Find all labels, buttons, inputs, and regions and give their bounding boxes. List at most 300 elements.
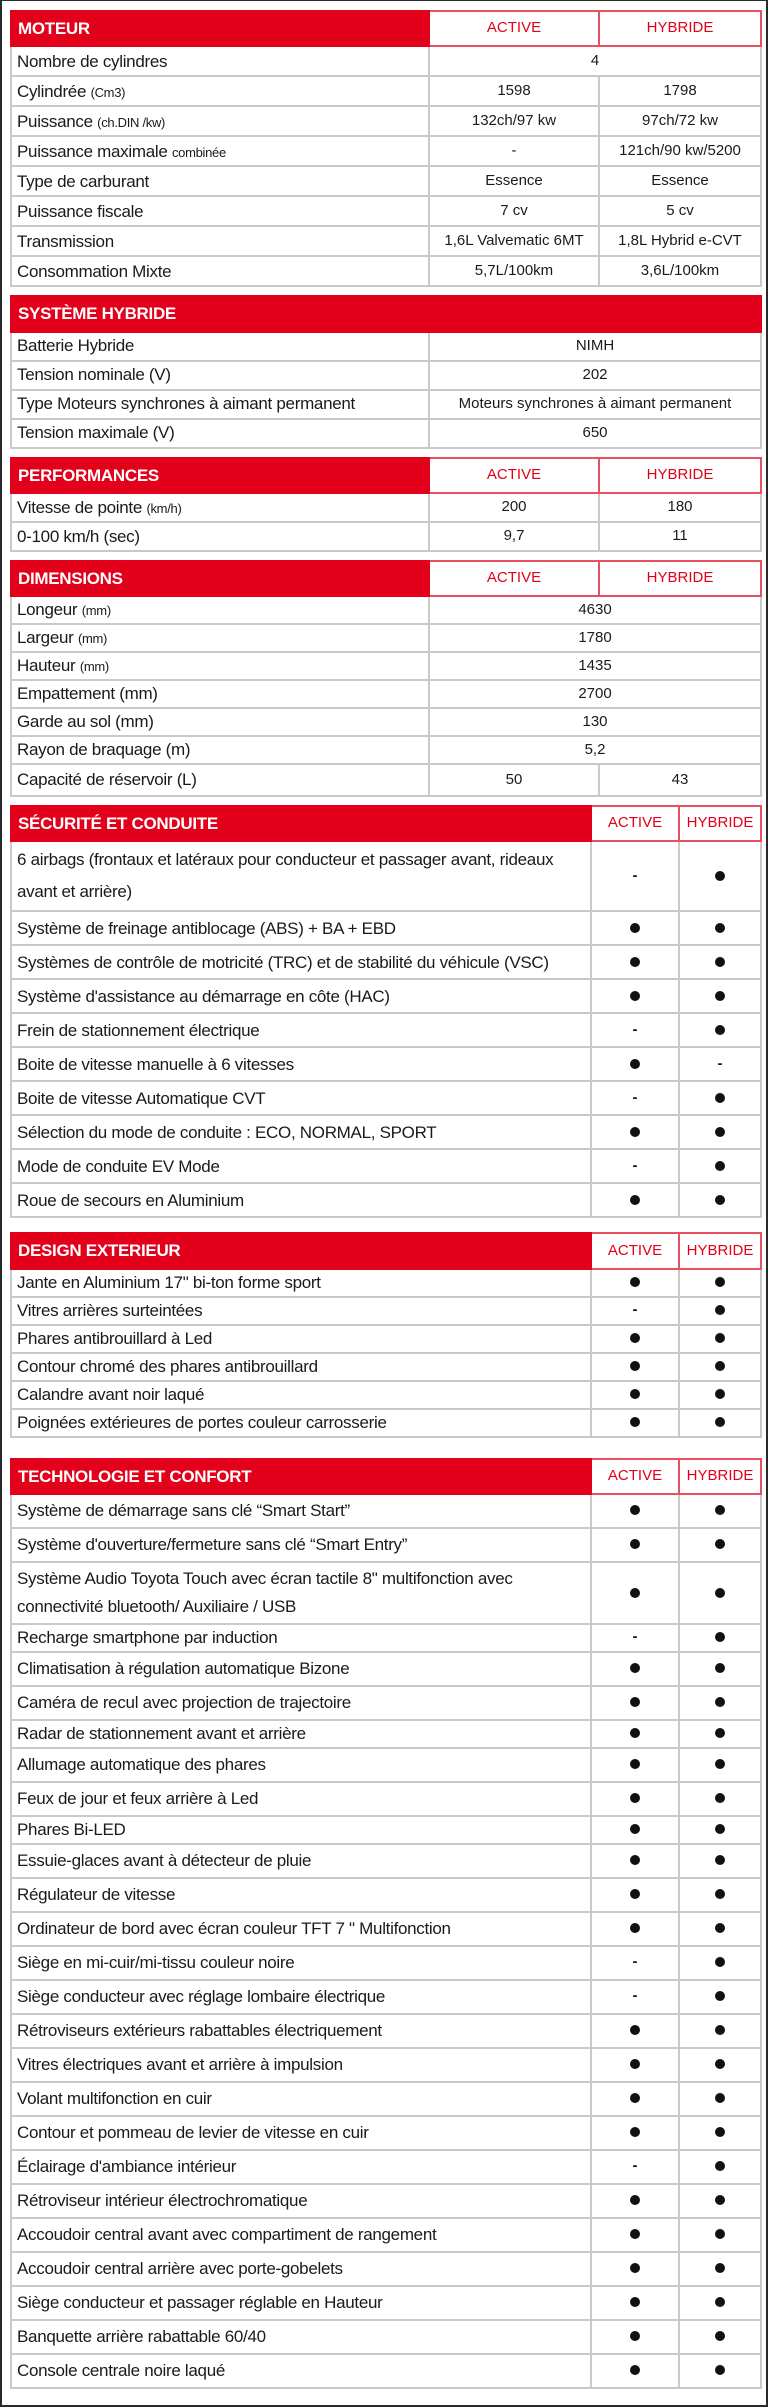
included-dot-icon	[715, 2093, 725, 2103]
active-value: 1,6L Valvematic 6MT	[429, 226, 599, 256]
column-header-hybride: HYBRIDE	[679, 806, 761, 841]
row-label	[11, 1624, 591, 1652]
included-dot-icon	[715, 1728, 725, 1738]
included-dot-icon	[715, 1923, 725, 1933]
row-label-text: Rétroviseur intérieur électrochromatique	[17, 2191, 308, 2211]
row-label-text: Accoudoir central avant avec compartiment de rangement	[17, 2225, 437, 2245]
hybride-value: 1798	[599, 76, 761, 106]
row-label	[11, 1409, 591, 1437]
row-unit: (mm)	[79, 659, 109, 675]
row-label	[11, 1297, 591, 1325]
availability-cell	[591, 2320, 679, 2354]
row-label-text: Phares Bi-LED	[17, 1820, 126, 1840]
availability-cell	[679, 2184, 761, 2218]
row-label	[11, 841, 591, 911]
row-label	[11, 361, 429, 390]
included-dot-icon	[715, 1161, 725, 1171]
section-header	[11, 561, 761, 596]
row-label-text: Banquette arrière rabattable 60/40	[17, 2327, 266, 2347]
availability-cell	[591, 945, 679, 979]
row-label	[11, 1149, 591, 1183]
table-row	[11, 1946, 761, 1980]
securite-conduite-table	[10, 805, 762, 1218]
availability-cell	[591, 1782, 679, 1816]
included-dot-icon	[715, 1127, 725, 1137]
row-label	[11, 596, 429, 624]
row-label	[11, 522, 429, 551]
included-dot-icon	[715, 1889, 725, 1899]
row-label	[11, 708, 429, 736]
availability-cell	[591, 1980, 679, 2014]
included-dot-icon	[630, 1728, 640, 1738]
included-dot-icon	[630, 1389, 640, 1399]
table-row	[11, 1748, 761, 1782]
included-dot-icon	[630, 2263, 640, 2273]
availability-cell	[591, 2048, 679, 2082]
included-dot-icon	[630, 2127, 640, 2137]
dimensions-table	[10, 560, 762, 797]
row-label-text: Puissance	[17, 111, 93, 131]
row-label-text: Poignées extérieures de portes couleur carrosserie	[17, 1412, 387, 1432]
included-dot-icon	[715, 1824, 725, 1834]
active-value: 5,7L/100km	[429, 256, 599, 286]
table-row	[11, 2252, 761, 2286]
row-label-text: Vitres arrières surteintées	[17, 1300, 203, 1320]
row-label	[11, 1115, 591, 1149]
availability-cell	[591, 1844, 679, 1878]
availability-cell	[679, 1115, 761, 1149]
row-label-text: Climatisation à régulation automatique Bizone	[17, 1659, 350, 1679]
row-label	[11, 166, 429, 196]
included-dot-icon	[630, 1663, 640, 1673]
row-label-text: Type Moteurs synchrones à aimant permanent	[17, 394, 355, 414]
row-label-text: Calandre avant noir laqué	[17, 1384, 205, 1404]
included-dot-icon	[630, 1855, 640, 1865]
column-header-active: ACTIVE	[429, 11, 599, 46]
row-label	[11, 2150, 591, 2184]
availability-cell	[591, 1946, 679, 1980]
table-row	[11, 2218, 761, 2252]
row-label-text: Rétroviseurs extérieurs rabattables électriquement	[17, 2021, 382, 2041]
row-label-text: Consommation Mixte	[17, 261, 172, 281]
table-row	[11, 2150, 761, 2184]
active-value: 200	[429, 493, 599, 522]
included-dot-icon	[630, 1759, 640, 1769]
included-dot-icon	[715, 2059, 725, 2069]
row-label-text: Boite de vitesse manuelle à 6 vitesses	[17, 1054, 294, 1074]
included-dot-icon	[715, 1093, 725, 1103]
included-dot-icon	[715, 1305, 725, 1315]
section-header	[11, 1233, 761, 1268]
availability-cell	[591, 1353, 679, 1381]
table-row	[11, 1381, 761, 1409]
included-dot-icon	[630, 1923, 640, 1933]
row-label	[11, 2014, 591, 2048]
column-header-active: ACTIVE	[429, 561, 599, 596]
row-label	[11, 1269, 591, 1297]
row-label	[11, 2320, 591, 2354]
included-dot-icon	[715, 2297, 725, 2307]
included-dot-icon	[715, 2365, 725, 2375]
table-row	[11, 680, 761, 708]
included-dot-icon	[715, 1333, 725, 1343]
design-exterieur-table	[10, 1232, 762, 1437]
availability-cell	[591, 2150, 679, 2184]
included-dot-icon	[715, 1277, 725, 1287]
row-label	[11, 979, 591, 1013]
table-row	[11, 196, 761, 226]
availability-cell	[679, 945, 761, 979]
availability-cell	[679, 1353, 761, 1381]
availability-cell	[679, 2354, 761, 2388]
included-dot-icon	[630, 2195, 640, 2205]
included-dot-icon	[630, 1417, 640, 1427]
row-label-text: Systèmes de contrôle de motricité (TRC) et de stabilité du véhicule (VSC)	[17, 952, 549, 972]
row-label-text: Type de carburant	[17, 171, 149, 191]
column-header-active: ACTIVE	[429, 458, 599, 493]
table-row	[11, 1844, 761, 1878]
section-title: SÉCURITÉ ET CONDUITE	[11, 806, 591, 841]
row-label-text: 0-100 km/h (sec)	[17, 526, 140, 546]
row-label	[11, 1816, 591, 1844]
row-label-text: Siège en mi-cuir/mi-tissu couleur noire	[17, 1953, 295, 1973]
shared-value: 4630	[429, 596, 761, 624]
row-label-text: Rayon de braquage (m)	[17, 740, 191, 760]
row-label	[11, 1353, 591, 1381]
row-label-text: Boite de vitesse Automatique CVT	[17, 1088, 266, 1108]
availability-cell	[591, 1409, 679, 1437]
availability-cell	[679, 2252, 761, 2286]
included-dot-icon	[630, 2229, 640, 2239]
row-label-text: Puissance maximale	[17, 141, 168, 161]
row-label	[11, 1562, 591, 1624]
row-label	[11, 2082, 591, 2116]
table-row	[11, 1149, 761, 1183]
row-label	[11, 1844, 591, 1878]
availability-cell	[679, 911, 761, 945]
included-dot-icon	[715, 2161, 725, 2171]
included-dot-icon	[715, 1793, 725, 1803]
availability-cell	[591, 1686, 679, 1720]
table-row	[11, 256, 761, 286]
availability-cell	[591, 1297, 679, 1325]
performances-table	[10, 457, 762, 552]
column-header-hybride: HYBRIDE	[679, 1459, 761, 1494]
row-label	[11, 2184, 591, 2218]
row-label-text: Tension maximale (V)	[17, 423, 175, 443]
row-label-text: 6 airbags (frontaux et latéraux pour conducteur et passager avant, rideaux avant et arrière)	[17, 850, 554, 902]
availability-cell	[591, 1494, 679, 1528]
availability-cell	[679, 1844, 761, 1878]
row-label-text: Capacité de réservoir (L)	[17, 770, 197, 790]
row-unit: (km/h)	[146, 500, 182, 516]
table-row	[11, 1980, 761, 2014]
availability-cell	[591, 1325, 679, 1353]
included-dot-icon	[630, 1059, 640, 1069]
availability-cell	[679, 1381, 761, 1409]
included-dot-icon	[630, 2365, 640, 2375]
technologie-confort-table	[10, 1458, 762, 2389]
included-dot-icon	[630, 2059, 640, 2069]
row-label	[11, 911, 591, 945]
table-row	[11, 2184, 761, 2218]
row-label	[11, 1528, 591, 1562]
table-row	[11, 979, 761, 1013]
availability-cell	[591, 2218, 679, 2252]
availability-cell	[591, 1562, 679, 1624]
availability-cell	[679, 1047, 761, 1081]
table-row	[11, 2354, 761, 2388]
row-label	[11, 945, 591, 979]
row-label	[11, 1183, 591, 1217]
table-row	[11, 390, 761, 419]
section-header	[11, 1459, 761, 1494]
row-label-text: Système d'ouverture/fermeture sans clé “Smart Entry”	[17, 1535, 408, 1555]
row-label	[11, 390, 429, 419]
row-label-text: Frein de stationnement électrique	[17, 1020, 260, 1040]
availability-cell	[679, 1878, 761, 1912]
row-label	[11, 493, 429, 522]
section-title: PERFORMANCES	[11, 458, 429, 493]
availability-cell	[679, 1409, 761, 1437]
included-dot-icon	[715, 1025, 725, 1035]
availability-cell	[591, 1720, 679, 1748]
section-title: DIMENSIONS	[11, 561, 429, 596]
row-label	[11, 1081, 591, 1115]
row-label	[11, 624, 429, 652]
table-row	[11, 1183, 761, 1217]
availability-cell	[679, 1494, 761, 1528]
hybride-value: Essence	[599, 166, 761, 196]
row-label-text: Éclairage d'ambiance intérieur	[17, 2157, 237, 2177]
table-row	[11, 1047, 761, 1081]
included-dot-icon	[715, 1195, 725, 1205]
included-dot-icon	[715, 1697, 725, 1707]
availability-cell	[679, 1297, 761, 1325]
included-dot-icon	[630, 923, 640, 933]
availability-cell	[591, 2354, 679, 2388]
table-row	[11, 1782, 761, 1816]
active-value: 132ch/97 kw	[429, 106, 599, 136]
row-label-text: Empattement (mm)	[17, 684, 158, 704]
row-label	[11, 136, 429, 166]
availability-cell	[679, 1624, 761, 1652]
row-label	[11, 1912, 591, 1946]
row-unit: combinée	[171, 144, 226, 160]
row-label-text: Système de freinage antiblocage (ABS) + BA + EBD	[17, 918, 396, 938]
hybride-value: 5 cv	[599, 196, 761, 226]
row-label-text: Nombre de cylindres	[17, 51, 168, 71]
included-dot-icon	[630, 2025, 640, 2035]
table-row	[11, 1297, 761, 1325]
row-unit: (ch.DIN /kw)	[97, 114, 166, 130]
included-dot-icon	[715, 1991, 725, 2001]
row-label-text: Roue de secours en Aluminium	[17, 1190, 244, 1210]
row-label-text: Recharge smartphone par induction	[17, 1628, 278, 1648]
availability-cell	[591, 1878, 679, 1912]
row-label-text: Caméra de recul avec projection de trajectoire	[17, 1693, 351, 1713]
row-label-text: Feux de jour et feux arrière à Led	[17, 1789, 259, 1809]
included-dot-icon	[715, 1505, 725, 1515]
availability-cell	[679, 2116, 761, 2150]
row-label-text: Sélection du mode de conduite : ECO, NORMAL, SPORT	[17, 1122, 437, 1142]
table-row	[11, 166, 761, 196]
included-dot-icon	[715, 871, 725, 881]
active-value: 9,7	[429, 522, 599, 551]
availability-cell	[591, 1912, 679, 1946]
availability-cell	[591, 1047, 679, 1081]
column-header-active: ACTIVE	[591, 1233, 679, 1268]
availability-cell	[591, 1652, 679, 1686]
table-row	[11, 1494, 761, 1528]
column-header-hybride: HYBRIDE	[679, 1233, 761, 1268]
table-row	[11, 911, 761, 945]
row-label	[11, 652, 429, 680]
row-label-text: Mode de conduite EV Mode	[17, 1156, 220, 1176]
row-label	[11, 1980, 591, 2014]
row-label	[11, 1686, 591, 1720]
included-dot-icon	[715, 2229, 725, 2239]
availability-cell	[679, 1562, 761, 1624]
included-dot-icon	[630, 957, 640, 967]
table-row	[11, 1013, 761, 1047]
included-dot-icon	[715, 1361, 725, 1371]
shared-value: 202	[429, 361, 761, 390]
table-row	[11, 1720, 761, 1748]
row-label-text: Contour chromé des phares antibrouillard	[17, 1356, 318, 1376]
included-dot-icon	[715, 2127, 725, 2137]
row-label	[11, 2218, 591, 2252]
included-dot-icon	[630, 1127, 640, 1137]
availability-cell	[679, 841, 761, 911]
included-dot-icon	[715, 2025, 725, 2035]
row-label-text: Système de démarrage sans clé “Smart Start”	[17, 1501, 350, 1521]
row-label-text: Vitres électriques avant et arrière à impulsion	[17, 2055, 343, 2075]
row-label-text: Ordinateur de bord avec écran couleur TFT 7 " Multifonction	[17, 1919, 451, 1939]
availability-cell	[679, 1912, 761, 1946]
availability-cell	[591, 1748, 679, 1782]
included-dot-icon	[630, 1333, 640, 1343]
included-dot-icon	[630, 2297, 640, 2307]
availability-cell	[679, 1816, 761, 1844]
row-label-text: Système d'assistance au démarrage en côte (HAC)	[17, 986, 390, 1006]
included-dot-icon	[715, 2195, 725, 2205]
row-label	[11, 1013, 591, 1047]
table-row	[11, 945, 761, 979]
row-label	[11, 226, 429, 256]
row-label	[11, 419, 429, 448]
row-label-text: Hauteur	[17, 656, 76, 676]
section-header	[11, 11, 761, 46]
availability-cell	[679, 2048, 761, 2082]
section-title: MOTEUR	[11, 11, 429, 46]
availability-cell	[679, 1686, 761, 1720]
not-included-dash-icon: -	[632, 1301, 638, 1319]
included-dot-icon	[630, 1361, 640, 1371]
row-unit: (mm)	[77, 631, 108, 647]
included-dot-icon	[630, 1697, 640, 1707]
row-label	[11, 1748, 591, 1782]
table-row	[11, 1353, 761, 1381]
hybride-value: 43	[599, 764, 761, 796]
availability-cell	[591, 1183, 679, 1217]
availability-cell	[679, 1720, 761, 1748]
shared-value: 2700	[429, 680, 761, 708]
availability-cell	[591, 1624, 679, 1652]
row-label	[11, 196, 429, 226]
row-label-text: Largeur	[17, 628, 74, 648]
table-row	[11, 1686, 761, 1720]
row-label	[11, 1494, 591, 1528]
row-label	[11, 1381, 591, 1409]
availability-cell	[679, 1183, 761, 1217]
shared-value: Moteurs synchrones à aimant permanent	[429, 390, 761, 419]
availability-cell	[679, 1946, 761, 1980]
row-label	[11, 1652, 591, 1686]
included-dot-icon	[715, 991, 725, 1001]
table-row	[11, 1816, 761, 1844]
shared-value: 1780	[429, 624, 761, 652]
row-label	[11, 1325, 591, 1353]
table-row	[11, 1115, 761, 1149]
availability-cell	[591, 1149, 679, 1183]
shared-value: 130	[429, 708, 761, 736]
availability-cell	[591, 2116, 679, 2150]
column-header-hybride: HYBRIDE	[599, 11, 761, 46]
row-label	[11, 1946, 591, 1980]
hybride-value: 180	[599, 493, 761, 522]
availability-cell	[679, 1269, 761, 1297]
row-label	[11, 46, 429, 76]
row-label-text: Régulateur de vitesse	[17, 1885, 176, 1905]
row-label	[11, 680, 429, 708]
row-label-text: Garde au sol (mm)	[17, 712, 154, 732]
table-row	[11, 332, 761, 361]
row-label-text: Siège conducteur avec réglage lombaire électrique	[17, 1987, 386, 2007]
availability-cell	[591, 1013, 679, 1047]
hybride-value: 1,8L Hybrid e-CVT	[599, 226, 761, 256]
row-label	[11, 736, 429, 764]
availability-cell	[679, 1528, 761, 1562]
section-header	[11, 296, 761, 331]
table-row	[11, 1878, 761, 1912]
table-row	[11, 2320, 761, 2354]
systeme-hybride-table	[10, 295, 762, 448]
included-dot-icon	[630, 1824, 640, 1834]
table-row	[11, 1409, 761, 1437]
shared-value: NIMH	[429, 332, 761, 361]
column-header-hybride: HYBRIDE	[599, 561, 761, 596]
table-row	[11, 46, 761, 76]
availability-cell	[591, 1115, 679, 1149]
availability-cell	[591, 1381, 679, 1409]
availability-cell	[679, 1652, 761, 1686]
availability-cell	[679, 2082, 761, 2116]
shared-value: 4	[429, 46, 761, 76]
availability-cell	[591, 841, 679, 911]
availability-cell	[591, 2184, 679, 2218]
included-dot-icon	[630, 1588, 640, 1598]
table-row	[11, 1912, 761, 1946]
row-unit: (mm)	[81, 603, 111, 619]
shared-value: 650	[429, 419, 761, 448]
not-included-dash-icon: -	[632, 1156, 638, 1174]
table-row	[11, 2014, 761, 2048]
moteur-table	[10, 10, 762, 287]
table-row	[11, 596, 761, 624]
row-label-text: Tension nominale (V)	[17, 365, 171, 385]
hybride-value: 121ch/90 kw/5200	[599, 136, 761, 166]
